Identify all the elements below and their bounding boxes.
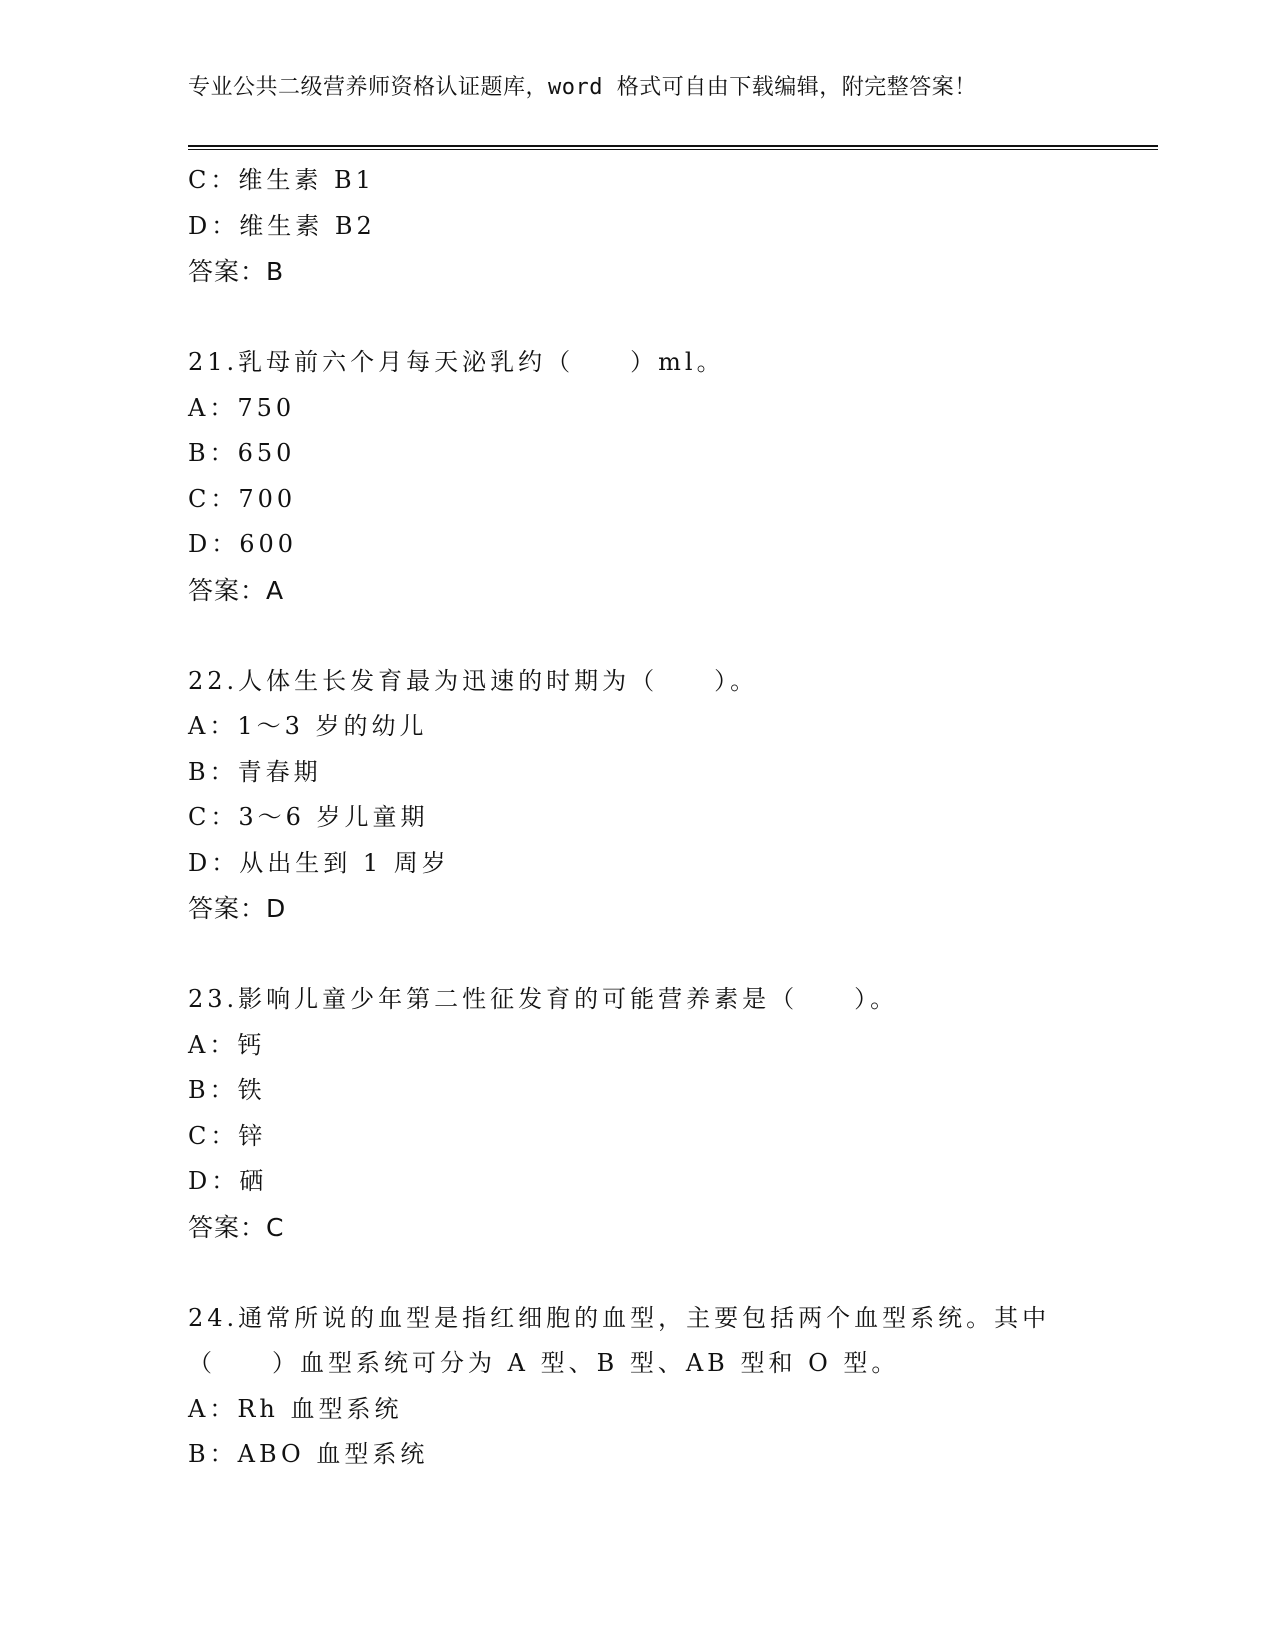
question-text-line-2: （ ）血型系统可分为 A 型、B 型、AB 型和 O 型。	[188, 1349, 900, 1377]
option-a: A：750	[188, 393, 296, 422]
header-divider	[188, 145, 1158, 150]
option-a: A：钙	[188, 1030, 266, 1059]
option-b: B：650	[188, 439, 296, 467]
question-22	[188, 659, 1168, 932]
answer-line: 答案：A	[188, 575, 285, 605]
question-text: 23.影响儿童少年第二性征发育的可能营养素是（ ）。	[188, 985, 899, 1013]
question-24	[188, 1296, 1168, 1478]
option-b: B：青春期	[188, 757, 322, 786]
option-c: C：700	[188, 484, 297, 513]
option-d: D：维生素 B2	[188, 211, 376, 240]
option-c: C：3～6 岁儿童期	[188, 803, 429, 831]
answer-line: 答案：B	[188, 257, 285, 286]
spacer	[188, 295, 1168, 341]
question-text-line-1: 24.通常所说的血型是指红细胞的血型，主要包括两个血型系统。其中	[188, 1303, 1051, 1332]
option-c: C：锌	[188, 1121, 267, 1150]
question-text: 21.乳母前六个月每天泌乳约（ ）ml。	[188, 348, 725, 376]
answer-line: 答案：C	[188, 1212, 285, 1242]
option-d: D：从出生到 1 周岁	[188, 848, 450, 877]
spacer	[188, 932, 1168, 978]
question-20-tail	[188, 158, 1168, 295]
question-21	[188, 340, 1168, 613]
option-d: D：硒	[188, 1167, 268, 1195]
option-c: C：维生素 B1	[188, 166, 375, 194]
page-header: 专业公共二级营养师资格认证题库，word 格式可自由下载编辑，附完整答案！	[188, 75, 977, 100]
document-body	[188, 158, 1168, 1478]
option-a: A：Rh 血型系统	[188, 1394, 403, 1423]
answer-line: 答案：D	[188, 894, 287, 923]
spacer	[188, 1250, 1168, 1296]
question-text: 22.人体生长发育最为迅速的时期为（ ）。	[188, 666, 759, 695]
option-b: B：铁	[188, 1076, 266, 1104]
question-23	[188, 977, 1168, 1250]
option-a: A：1～3 岁的幼儿	[188, 712, 428, 740]
option-d: D：600	[188, 530, 298, 558]
spacer	[188, 613, 1168, 659]
option-b: B：ABO 血型系统	[188, 1440, 429, 1468]
